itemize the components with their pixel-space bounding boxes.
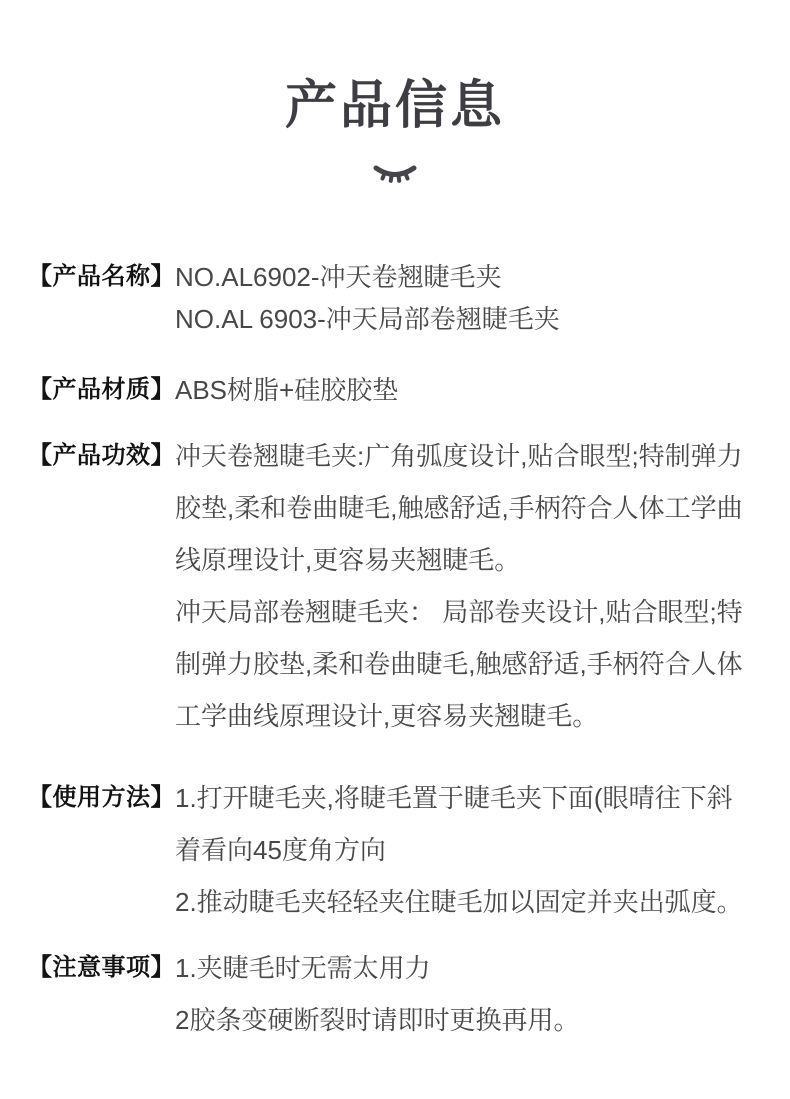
- text-line: 冲天卷翘睫毛夹:广角弧度设计,贴合眼型;特制弹力: [175, 441, 743, 471]
- text-line: 2.推动睫毛夹轻轻夹住睫毛加以固定并夹出弧度。: [175, 887, 743, 917]
- text-line: NO.AL 6903-冲天局部卷翘睫毛夹: [175, 304, 560, 334]
- product-info-content: [0, 256, 790, 1046]
- section-label-product-name: 【产品名称】: [28, 263, 175, 290]
- section-product-name: [28, 256, 770, 340]
- section-value-product-name: [175, 256, 770, 340]
- text-line: 线原理设计,更容易夹翘睫毛。: [175, 545, 521, 575]
- section-label-product-effects: 【产品功效】: [28, 442, 175, 469]
- section-value-precautions: [175, 942, 770, 1046]
- eyelash-icon: [0, 162, 790, 186]
- page-header: [0, 0, 790, 186]
- page-title: 产品信息: [284, 77, 505, 135]
- section-label-product-material: 【产品材质】: [28, 376, 175, 403]
- text-line: 制弹力胶垫,柔和卷曲睫毛,触感舒适,手柄符合人体: [175, 649, 743, 679]
- text-line: 冲天局部卷翘睫毛夹： 局部卷夹设计,贴合眼型;特: [175, 597, 743, 627]
- section-product-material: [28, 364, 770, 416]
- text-line: 1.夹睫毛时无需太用力: [175, 953, 431, 983]
- section-precautions: [28, 942, 770, 1046]
- section-label-usage-method: 【使用方法】: [28, 784, 175, 811]
- text-line: ABS树脂+硅胶胶垫: [175, 375, 399, 405]
- section-label-precautions: 【注意事项】: [28, 954, 175, 981]
- section-value-usage-method: [175, 772, 770, 928]
- text-line: 2胶条变硬断裂时请即时更换再用。: [175, 1005, 580, 1035]
- text-line: 工学曲线原理设计,更容易夹翘睫毛。: [175, 701, 599, 731]
- text-line: NO.AL6902-冲天卷翘睫毛夹: [175, 262, 502, 292]
- section-usage-method: [28, 772, 770, 928]
- section-value-product-effects: [175, 430, 770, 742]
- text-line: 1.打开睫毛夹,将睫毛置于睫毛夹下面(眼晴往下斜: [175, 783, 733, 813]
- text-line: 着看向45度角方向: [175, 835, 386, 865]
- text-line: 胶垫,柔和卷曲睫毛,触感舒适,手柄符合人体工学曲: [175, 493, 743, 523]
- section-value-product-material: [175, 364, 770, 416]
- section-product-effects: [28, 430, 770, 742]
